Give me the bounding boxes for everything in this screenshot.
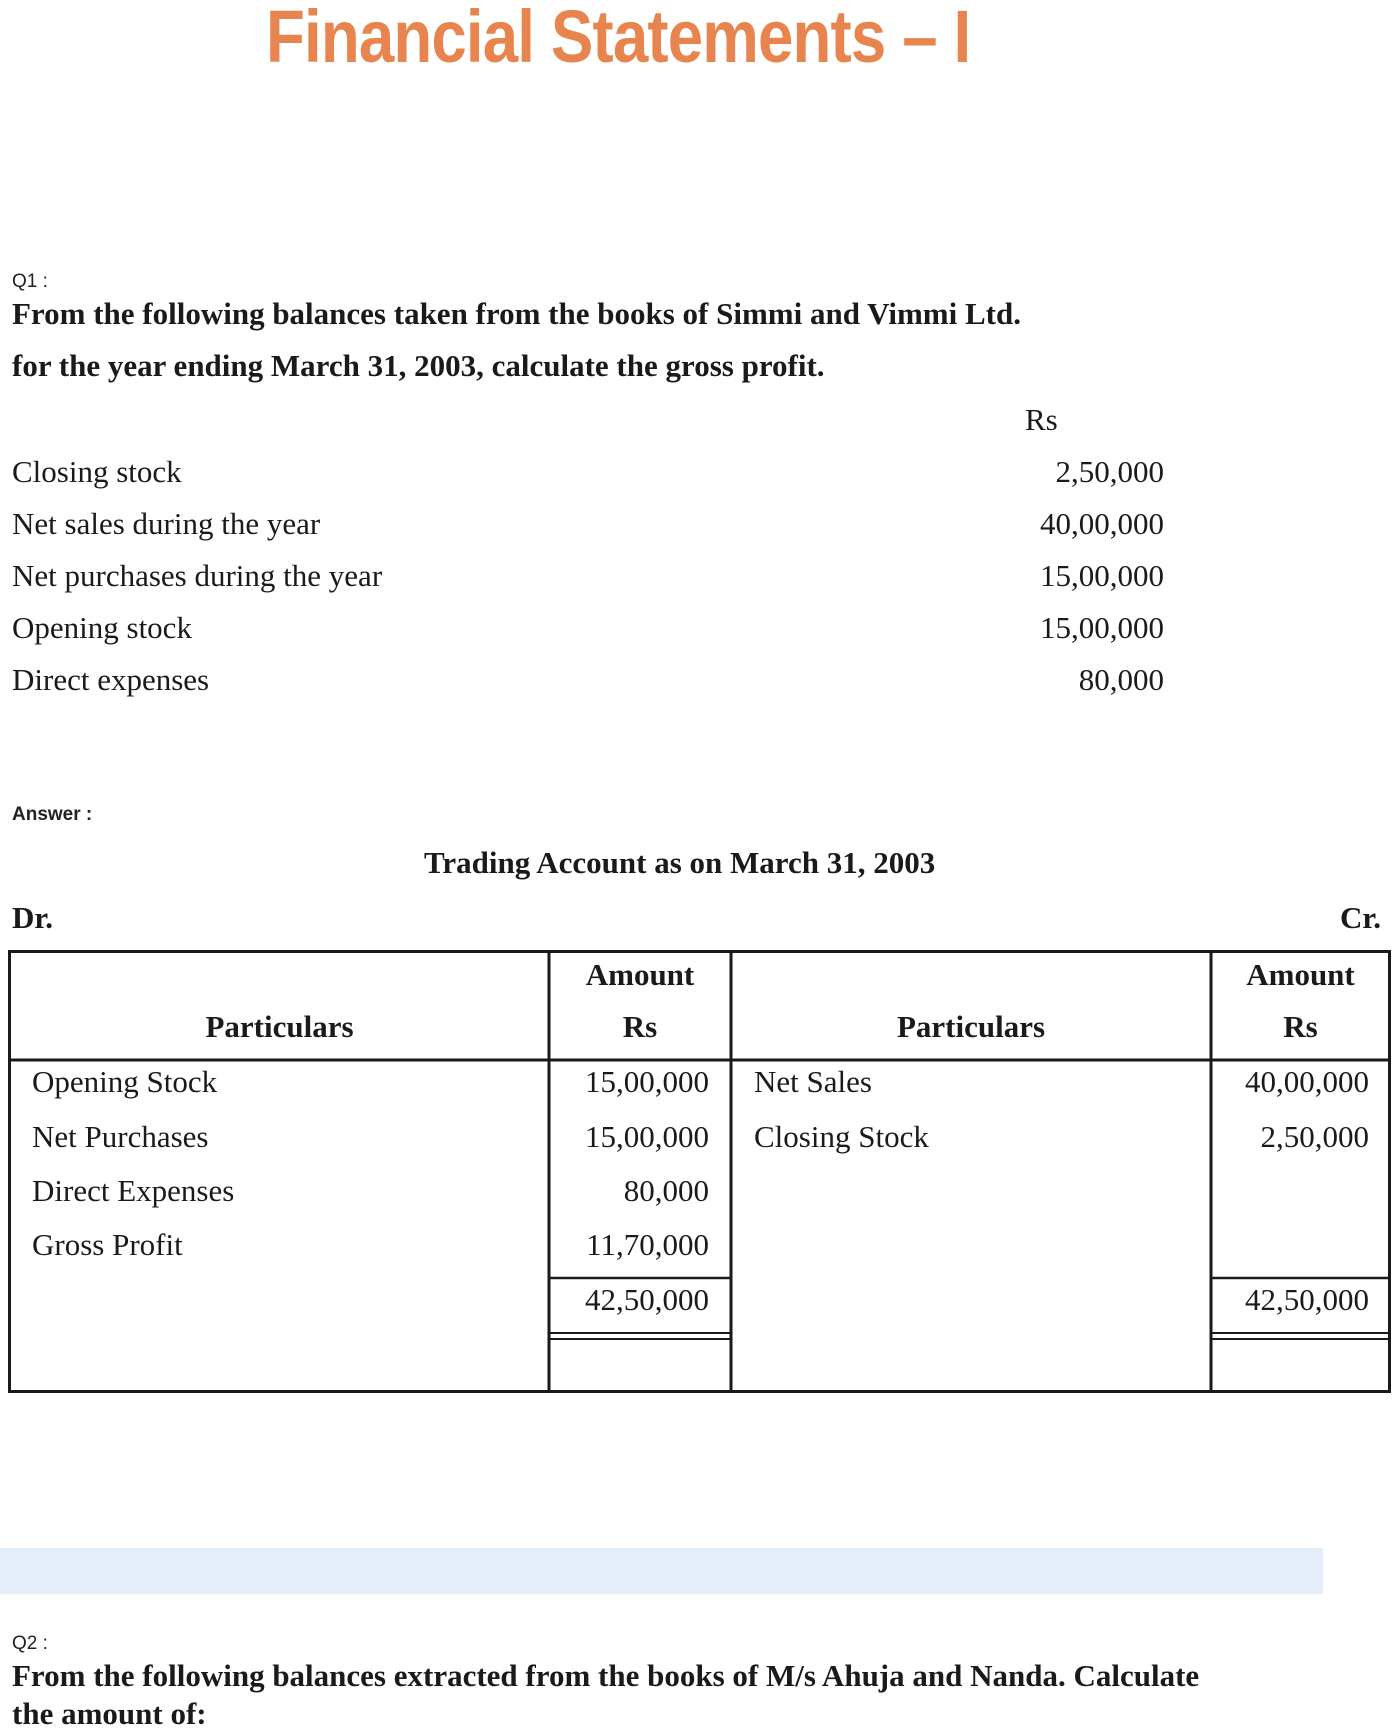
debit-particulars-header: Particulars: [205, 1009, 354, 1044]
debit-total: 42,50,000: [585, 1282, 709, 1317]
credit-amount-unit: Rs: [1283, 1009, 1318, 1044]
debit-amount-header: Amount: [585, 957, 695, 992]
q1-question-line2: for the year ending March 31, 2003, calculate the gross profit.: [12, 348, 825, 383]
credit-total: 42,50,000: [1245, 1282, 1369, 1317]
balance-label: Opening stock: [12, 610, 192, 645]
q2-label: Q2 :: [12, 1633, 48, 1654]
q2-question-line1: From the following balances extracted from the books of M/s Ahuja and Nanda. Calculate: [12, 1658, 1200, 1693]
debit-row-amount: 11,70,000: [586, 1227, 709, 1262]
unit-header: Rs: [1025, 402, 1058, 437]
debit-row-label: Gross Profit: [32, 1227, 183, 1262]
debit-row-label: Opening Stock: [32, 1064, 218, 1099]
account-title: Trading Account as on March 31, 2003: [424, 845, 936, 880]
debit-row-label: Net Purchases: [32, 1119, 209, 1154]
credit-row-amount: 2,50,000: [1260, 1119, 1369, 1154]
credit-particulars-header: Particulars: [896, 1009, 1046, 1044]
debit-row-amount: 80,000: [623, 1173, 709, 1208]
q1-question-line1: From the following balances taken from the books of Simmi and Vimmi Ltd.: [12, 296, 1021, 331]
answer-label: Answer :: [12, 804, 93, 825]
balance-label: Closing stock: [12, 454, 182, 489]
balance-label: Direct expenses: [12, 662, 210, 697]
section-separator: [0, 1548, 1323, 1594]
q2-question-line2: the amount of:: [12, 1696, 207, 1731]
credit-amount-header: Amount: [1246, 957, 1355, 992]
dr-label: Dr.: [12, 900, 54, 935]
debit-row-amount: 15,00,000: [585, 1064, 709, 1099]
balance-label: Net purchases during the year: [12, 558, 383, 593]
credit-row-label: Net Sales: [754, 1064, 872, 1099]
balance-label: Net sales during the year: [12, 506, 321, 541]
page-title: Financial Statements – I: [266, 0, 971, 78]
debit-row-amount: 15,00,000: [585, 1119, 709, 1154]
balance-amount: 2,50,000: [1055, 454, 1164, 489]
balance-amount: 40,00,000: [1040, 506, 1164, 541]
credit-row-label: Closing Stock: [754, 1119, 929, 1154]
credit-row-amount: 40,00,000: [1245, 1064, 1369, 1099]
q1-label: Q1 :: [12, 271, 48, 292]
cr-label: Cr.: [1340, 900, 1382, 935]
balance-amount: 15,00,000: [1040, 610, 1164, 645]
balance-amount: 15,00,000: [1040, 558, 1164, 593]
balance-amount: 80,000: [1078, 662, 1164, 697]
debit-amount-unit: Rs: [622, 1009, 658, 1044]
debit-row-label: Direct Expenses: [32, 1173, 235, 1208]
